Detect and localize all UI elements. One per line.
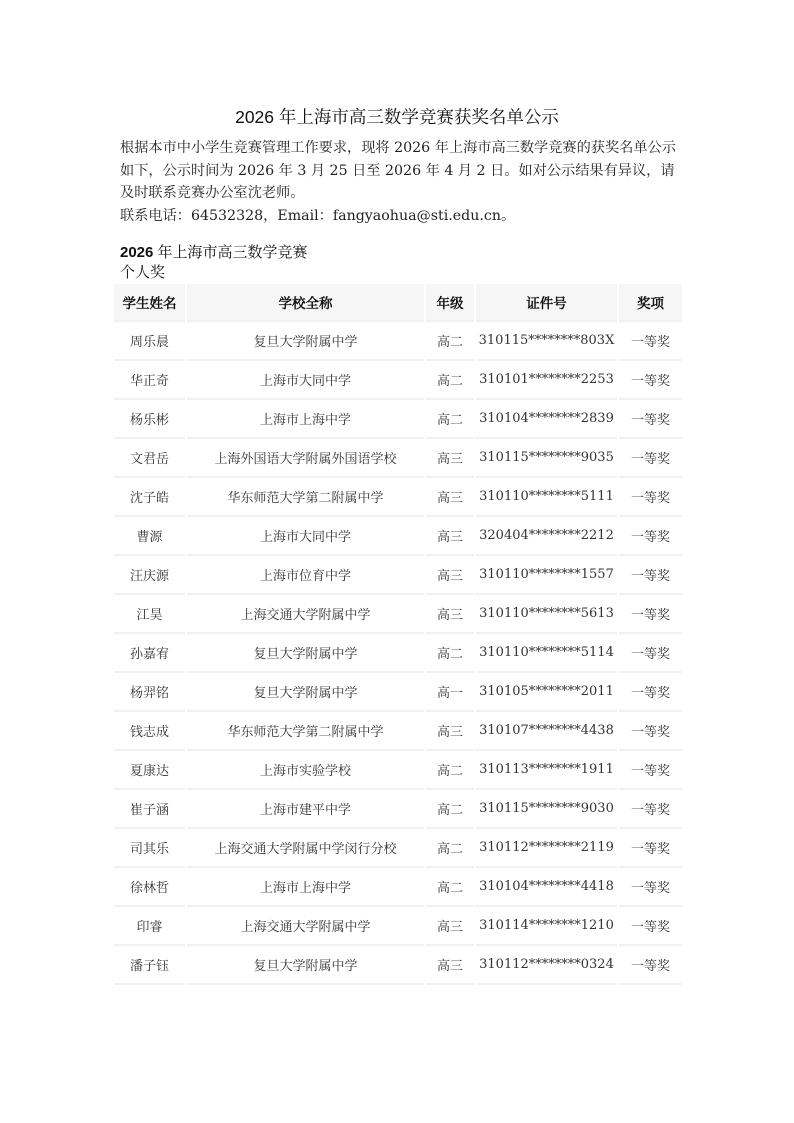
- table-row: [114, 517, 682, 556]
- grade-cell: 高三: [426, 517, 474, 556]
- table-row: [114, 556, 682, 595]
- student-name-cell: 孙嘉宥: [114, 634, 185, 673]
- id-number-cell: 310104********4418: [476, 868, 617, 907]
- grade-cell: 高三: [426, 595, 474, 634]
- table-row: [114, 322, 682, 361]
- table-row: [114, 439, 682, 478]
- id-number-cell: 310112********2119: [476, 829, 617, 868]
- table-row: [114, 478, 682, 517]
- grade-cell: 高三: [426, 478, 474, 517]
- award-cell: 一等奖: [619, 907, 682, 946]
- section-title: [120, 243, 308, 263]
- student-name-cell: 钱志成: [114, 712, 185, 751]
- school-name-cell: 上海交通大学附属中学: [187, 907, 424, 946]
- id-number-cell: 310107********4438: [476, 712, 617, 751]
- grade-cell: 高三: [426, 439, 474, 478]
- announcement-text: 根据本市中小学生竞赛管理工作要求，现将 2026 年上海市高三数学竞赛的获奖名单公示如下，公示时间为 2026 年 3 月 25 日至 2026 年 4 月 2 日。如对公示结果有异议，请及时联系竞赛办公室沈老师。: [120, 140, 676, 201]
- contact-info: 联系电话：64532328，Email：fangyaohua@sti.edu.cn。: [120, 207, 516, 224]
- table-row: [114, 790, 682, 829]
- student-name-cell: 文君岳: [114, 439, 185, 478]
- section-year: 2026: [120, 244, 154, 261]
- table-row: [114, 907, 682, 946]
- id-number-cell: 320404********2212: [476, 517, 617, 556]
- award-cell: 一等奖: [619, 361, 682, 400]
- award-cell: 一等奖: [619, 790, 682, 829]
- school-name-cell: 华东师范大学第二附属中学: [187, 478, 424, 517]
- school-name-cell: 上海市位育中学: [187, 556, 424, 595]
- award-cell: 一等奖: [619, 673, 682, 712]
- id-number-cell: 310110********5114: [476, 634, 617, 673]
- awards-table: [112, 284, 684, 985]
- id-number-cell: 310101********2253: [476, 361, 617, 400]
- grade-cell: 高二: [426, 829, 474, 868]
- id-number-cell: 310114********1210: [476, 907, 617, 946]
- student-name-cell: 印睿: [114, 907, 185, 946]
- student-name-cell: 周乐晨: [114, 322, 185, 361]
- student-name-cell: 崔子涵: [114, 790, 185, 829]
- student-name-cell: 潘子钰: [114, 946, 185, 985]
- student-name-cell: 汪庆源: [114, 556, 185, 595]
- school-name-cell: 复旦大学附属中学: [187, 673, 424, 712]
- award-cell: 一等奖: [619, 439, 682, 478]
- grade-cell: 高二: [426, 361, 474, 400]
- table-row: [114, 946, 682, 985]
- school-name-cell: 复旦大学附属中学: [187, 634, 424, 673]
- award-cell: 一等奖: [619, 517, 682, 556]
- student-name-cell: 杨乐彬: [114, 400, 185, 439]
- id-number-cell: 310110********1557: [476, 556, 617, 595]
- id-number-cell: 310113********1911: [476, 751, 617, 790]
- award-cell: 一等奖: [619, 712, 682, 751]
- school-name-cell: 上海外国语大学附属外国语学校: [187, 439, 424, 478]
- grade-cell: 高二: [426, 790, 474, 829]
- table-row: [114, 595, 682, 634]
- grade-cell: 高二: [426, 634, 474, 673]
- header-id-number: 证件号: [476, 284, 617, 322]
- school-name-cell: 上海市大同中学: [187, 361, 424, 400]
- id-number-cell: 310110********5613: [476, 595, 617, 634]
- award-cell: 一等奖: [619, 322, 682, 361]
- table-row: [114, 361, 682, 400]
- id-number-cell: 310115********803X: [476, 322, 617, 361]
- student-name-cell: 华正奇: [114, 361, 185, 400]
- award-cell: 一等奖: [619, 400, 682, 439]
- grade-cell: 高二: [426, 751, 474, 790]
- table-row: [114, 868, 682, 907]
- table-row: [114, 712, 682, 751]
- award-cell: 一等奖: [619, 751, 682, 790]
- school-name-cell: 上海交通大学附属中学: [187, 595, 424, 634]
- student-name-cell: 徐林哲: [114, 868, 185, 907]
- id-number-cell: 310110********5111: [476, 478, 617, 517]
- school-name-cell: 复旦大学附属中学: [187, 946, 424, 985]
- grade-cell: 高三: [426, 712, 474, 751]
- table-header-row: [114, 284, 682, 322]
- award-cell: 一等奖: [619, 868, 682, 907]
- grade-cell: 高二: [426, 868, 474, 907]
- student-name-cell: 夏康达: [114, 751, 185, 790]
- award-cell: 一等奖: [619, 595, 682, 634]
- table-row: [114, 634, 682, 673]
- student-name-cell: 江昊: [114, 595, 185, 634]
- student-name-cell: 司其乐: [114, 829, 185, 868]
- grade-cell: 高三: [426, 556, 474, 595]
- award-cell: 一等奖: [619, 829, 682, 868]
- award-cell: 一等奖: [619, 946, 682, 985]
- header-award: 奖项: [619, 284, 682, 322]
- grade-cell: 高三: [426, 907, 474, 946]
- school-name-cell: 上海市上海中学: [187, 400, 424, 439]
- subsection-title: 个人奖: [120, 264, 166, 281]
- award-cell: 一等奖: [619, 634, 682, 673]
- student-name-cell: 杨羿铭: [114, 673, 185, 712]
- school-name-cell: 上海市建平中学: [187, 790, 424, 829]
- intro-paragraph: [120, 137, 685, 227]
- table-row: [114, 673, 682, 712]
- header-student-name: 学生姓名: [114, 284, 185, 322]
- student-name-cell: 沈子皓: [114, 478, 185, 517]
- id-number-cell: 310112********0324: [476, 946, 617, 985]
- id-number-cell: 310105********2011: [476, 673, 617, 712]
- school-name-cell: 上海市上海中学: [187, 868, 424, 907]
- grade-cell: 高二: [426, 400, 474, 439]
- table-row: [114, 751, 682, 790]
- school-name-cell: 复旦大学附属中学: [187, 322, 424, 361]
- grade-cell: 高一: [426, 673, 474, 712]
- page-title: 2026 年上海市高三数学竞赛获奖名单公示: [235, 107, 559, 127]
- school-name-cell: 上海市大同中学: [187, 517, 424, 556]
- id-number-cell: 310115********9035: [476, 439, 617, 478]
- school-name-cell: 上海市实验学校: [187, 751, 424, 790]
- table-row: [114, 400, 682, 439]
- header-grade: 年级: [426, 284, 474, 322]
- header-school-name: 学校全称: [187, 284, 424, 322]
- award-cell: 一等奖: [619, 478, 682, 517]
- table-row: [114, 829, 682, 868]
- grade-cell: 高二: [426, 322, 474, 361]
- id-number-cell: 310115********9030: [476, 790, 617, 829]
- id-number-cell: 310104********2839: [476, 400, 617, 439]
- school-name-cell: 华东师范大学第二附属中学: [187, 712, 424, 751]
- section-title-text: 年上海市高三数学竞赛: [153, 244, 308, 261]
- grade-cell: 高三: [426, 946, 474, 985]
- student-name-cell: 曹源: [114, 517, 185, 556]
- school-name-cell: 上海交通大学附属中学闵行分校: [187, 829, 424, 868]
- award-cell: 一等奖: [619, 556, 682, 595]
